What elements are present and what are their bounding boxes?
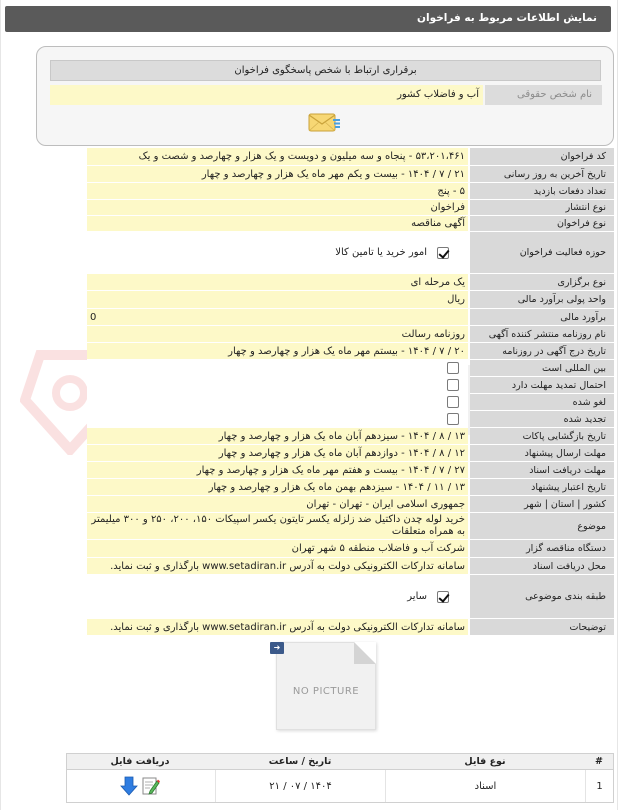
field-value: سامانه تدارکات الکترونیکی دولت به آدرس www.setadiran.ir بارگذاری و ثبت نماید.: [87, 619, 468, 636]
field-label: نام روزنامه منتشر کننده آگهی: [470, 326, 614, 343]
checkbox-label: امور خرید یا تامین کالا: [335, 247, 427, 258]
field-row-holding-type: [87, 274, 614, 291]
field-label: تاریخ اعتبار پیشنهاد: [470, 479, 614, 496]
field-row-category: [87, 575, 614, 619]
no-picture-image: [268, 640, 382, 734]
field-row-tender-type: [87, 216, 614, 232]
field-row-submit-deadline: [87, 445, 614, 462]
col-file-type: نوع فایل: [464, 756, 506, 767]
estimate-value: 0: [90, 311, 97, 323]
field-label: لغو شده: [470, 394, 614, 411]
international-checkbox[interactable]: [447, 362, 459, 374]
field-label: نوع برگزاری: [470, 274, 614, 291]
field-row-estimate: [87, 309, 614, 326]
field-value: شرکت آب و فاضلاب منطقه ۵ شهر تهران: [87, 540, 468, 558]
field-label: تجدید شده: [470, 411, 614, 428]
field-label: طبقه بندی موضوعی: [470, 575, 614, 619]
field-value: [87, 411, 468, 428]
field-row-newspaper: [87, 326, 614, 343]
files-table: [66, 753, 614, 803]
field-label: تاریخ آخرین به روز رسانی: [470, 166, 614, 183]
no-picture-text: NO PICTURE: [292, 686, 360, 697]
field-value: ۵۳،۲۰۱،۴۶۱ - پنجاه و سه میلیون و دویست و یک هزار و چهارصد و شصت و یک: [87, 148, 468, 166]
field-value: سامانه تدارکات الکترونیکی دولت به آدرس www.setadiran.ir بارگذاری و ثبت نماید.: [87, 558, 468, 575]
field-value: خرید لوله چدن داکتیل ضد زلزله یکسر تایتون یکسر اسپیکات ۱۵۰، ۲۰۰، ۲۵۰ و ۳۰۰ میلیمتر به همراه متعلقات: [87, 513, 468, 540]
renewed-checkbox[interactable]: [447, 413, 459, 425]
field-row-renewed: [87, 411, 614, 428]
field-row-code: [87, 148, 614, 166]
field-row-publish-type: [87, 200, 614, 216]
field-value: روزنامه رسالت: [87, 326, 468, 343]
field-row-organizer: [87, 540, 614, 558]
field-label: کشور | استان | شهر: [470, 496, 614, 513]
field-label: حوزه فعالیت فراخوان: [470, 232, 614, 274]
field-row-docs-location: [87, 558, 614, 575]
field-label: نوع انتشار: [470, 200, 614, 216]
field-row-docs-deadline: [87, 462, 614, 479]
field-label: نوع فراخوان: [470, 216, 614, 232]
field-row-location: [87, 496, 614, 513]
field-label: برآورد مالی: [470, 309, 614, 326]
field-value: [87, 360, 468, 377]
envelope-icon[interactable]: [307, 111, 341, 135]
field-row-opening-date: [87, 428, 614, 445]
field-value: یک مرحله ای: [87, 274, 468, 291]
field-label: واحد پولی برآورد مالی: [470, 291, 614, 309]
row-date-text: ۲۱ / ۰۷ / ۱۴۰۴: [269, 780, 332, 792]
field-value: ۵ - پنج: [87, 183, 468, 200]
col-number: #: [595, 756, 603, 767]
col-date: تاریخ / ساعت: [268, 756, 332, 767]
field-label: مهلت ارسال پیشنهاد: [470, 445, 614, 462]
page-fold: [354, 642, 376, 664]
field-row-description: [87, 619, 614, 636]
field-value: [87, 309, 468, 326]
files-table-header: [67, 754, 613, 770]
field-label: احتمال تمدید مهلت دارد: [470, 377, 614, 394]
field-value: ۱۲ / ۸ / ۱۴۰۴ - دوازدهم آبان ماه یک هزار و چهارصد و چهار: [87, 445, 468, 462]
field-row-cancelled: [87, 394, 614, 411]
field-row-last-update: [87, 166, 614, 183]
edit-icon[interactable]: [142, 776, 160, 796]
extension-checkbox[interactable]: [447, 379, 459, 391]
field-label: تاریخ درج آگهی در روزنامه: [470, 343, 614, 360]
field-label: مهلت دریافت اسناد: [470, 462, 614, 479]
field-row-activity-area: [87, 232, 614, 274]
field-label: محل دریافت اسناد: [470, 558, 614, 575]
row-date: [215, 770, 385, 802]
field-value: [87, 377, 468, 394]
field-value: ۲۷ / ۷ / ۱۴۰۴ - بیست و هفتم مهر ماه یک هزار و چهارصد و چهار: [87, 462, 468, 479]
field-label: توضیحات: [470, 619, 614, 636]
field-row-extension: [87, 377, 614, 394]
table-row: [67, 770, 613, 802]
row-file-type: اسناد: [385, 770, 585, 802]
field-value: فراخوان: [87, 200, 468, 216]
field-value: [87, 232, 468, 274]
file-badge-icon: ➜: [270, 642, 284, 654]
contact-value: آب و فاضلاب کشور: [50, 85, 483, 105]
field-label: تعداد دفعات بازدید: [470, 183, 614, 200]
field-label: موضوع: [470, 513, 614, 540]
field-row-visits: [87, 183, 614, 200]
row-download: [65, 770, 215, 802]
field-label: دستگاه مناقصه گزار: [470, 540, 614, 558]
field-value: [87, 575, 468, 619]
field-value: ۲۰ / ۷ / ۱۴۰۴ - بیستم مهر ماه یک هزار و چهارصد و چهار: [87, 343, 468, 360]
field-value: جمهوری اسلامی ایران - تهران - تهران: [87, 496, 468, 513]
page-title-bar: [5, 6, 611, 32]
contact-label: نام شخص حقوقی: [485, 85, 602, 105]
field-value: آگهی مناقصه: [87, 216, 468, 232]
contact-panel: [36, 46, 614, 146]
field-value: ریال: [87, 291, 468, 309]
col-download: دریافت فایل: [110, 756, 170, 767]
checkbox-label: سایر: [407, 591, 427, 602]
activity-checkbox[interactable]: [437, 247, 449, 259]
field-row-international: [87, 360, 614, 377]
field-row-validity-date: [87, 479, 614, 496]
field-row-newspaper-date: [87, 343, 614, 360]
download-arrow-icon[interactable]: [120, 776, 138, 796]
field-label: کد فراخوان: [470, 148, 614, 166]
field-row-currency: [87, 291, 614, 309]
cancelled-checkbox[interactable]: [447, 396, 459, 408]
page-title: نمایش اطلاعات مربوط به فراخوان: [417, 12, 597, 24]
field-value: [87, 394, 468, 411]
field-value: ۱۳ / ۸ / ۱۴۰۴ - سیزدهم آبان ماه یک هزار و چهارصد و چهار: [87, 428, 468, 445]
field-value: ۱۳ / ۱۱ / ۱۴۰۴ - سیزدهم بهمن ماه یک هزار و چهارصد و چهار: [87, 479, 468, 496]
category-checkbox[interactable]: [437, 591, 449, 603]
row-number: 1: [585, 770, 613, 802]
contact-heading: برقراری ارتباط با شخص پاسخگوی فراخوان: [50, 60, 601, 81]
field-label: بین المللی است: [470, 360, 614, 377]
field-value: ۲۱ / ۷ / ۱۴۰۴ - بیست و یکم مهر ماه یک هزار و چهارصد و چهار: [87, 166, 468, 183]
field-row-subject: [87, 513, 614, 540]
field-label: تاریخ بازگشایی پاکات: [470, 428, 614, 445]
